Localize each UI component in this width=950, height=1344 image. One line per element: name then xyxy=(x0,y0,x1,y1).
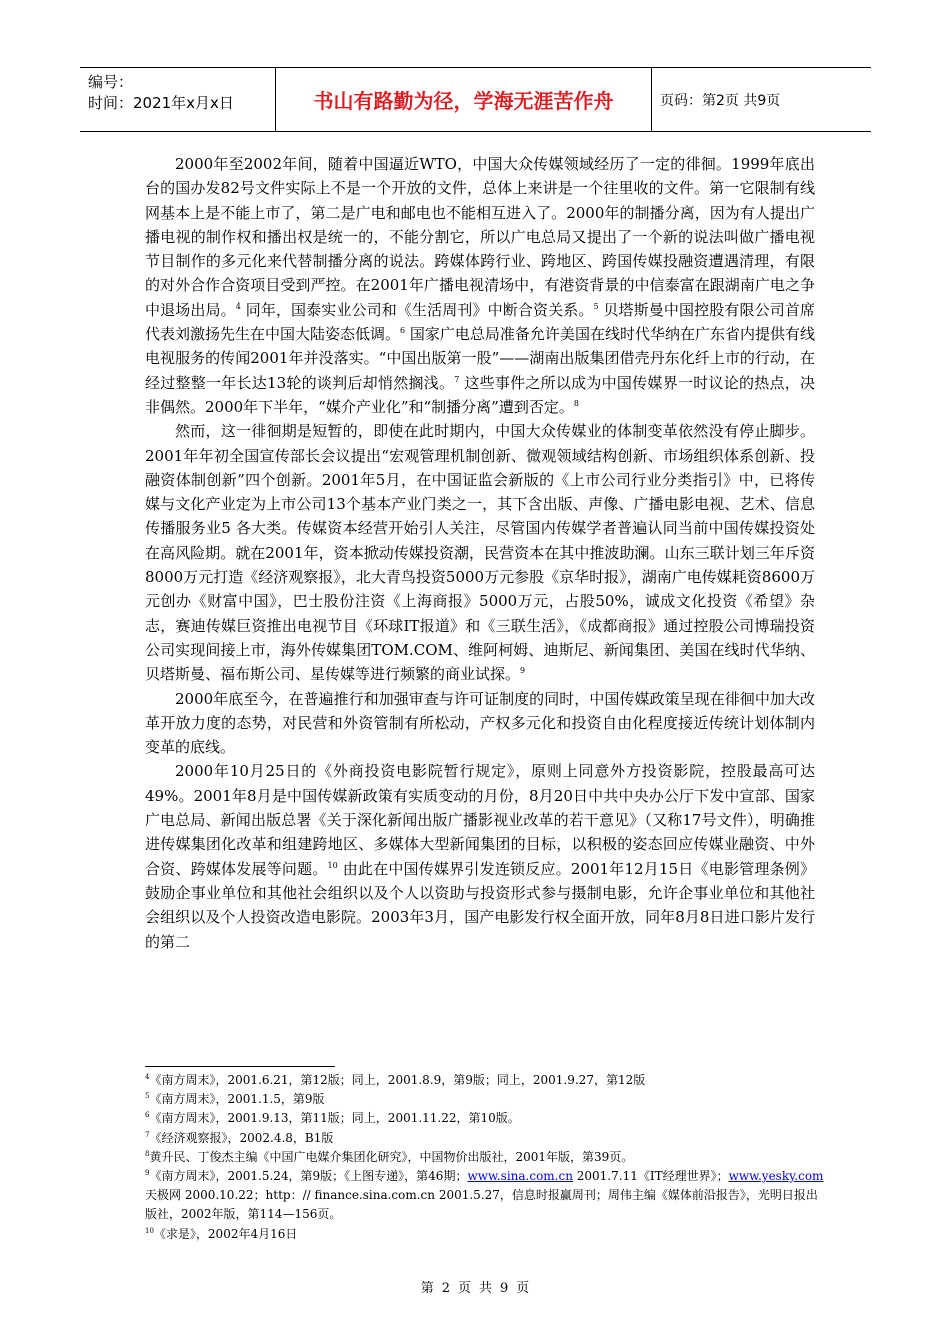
header-page-info: 页码：第2页 共9页 xyxy=(660,92,781,109)
page-header xyxy=(80,67,871,132)
footnote-separator xyxy=(145,1066,335,1067)
paragraph-4: 2000年10月25日的《外商投资电影院暂行规定》，原则上同意外方投资影院，控股最高可达49%。2001年8月是中国传媒新政策有实质变动的月份，8月20日中共中央办公厅下发中宣部、国家广电总局、新闻出版总署《关于深化新闻出版广播影视业改革的若干意见》（又称17号文件），明确推进传媒集团化改革和组建跨地区、多媒体大型新闻集团的目标，以积极的姿态回应传媒业融资、中外合资、跨媒体发展等问题。$^{10}$ 由此在中国传媒界引发连锁反应。2001年12月15日《电影管理条例》鼓励企事业单位和其他社会组织以及个人以资助与投资形式参与摄制电影，允许企事业单位和其他社会组织以及个人投资改造电影院。2003年3月，国产电影发行权全面开放，同年8月8日进口影片发行的第二 xyxy=(145,762,815,951)
number-label: 编号： xyxy=(88,73,134,91)
time-label: 时间：2021年x月x日 xyxy=(88,94,234,112)
footnote-ref[interactable]: 7 xyxy=(454,374,460,384)
page-footer: 第 2 页 共 9 页 xyxy=(420,1281,530,1296)
footnote-6: $^6$《南方周末》，2001.9.13，第11版；同上，2001.11.22，第10版。 xyxy=(145,1111,520,1126)
footnote-10: $^{10}$《求是》，2002年4月16日 xyxy=(145,1226,298,1241)
paragraph-3: 2000年底至今，在普遍推行和加强审查与许可证制度的同时，中国传媒政策呈现在徘徊中加大改革开放力度的态势，对民营和外资管制有所松动，产权多元化和投资自由化程度接近传统计划体制内变革的底线。 xyxy=(145,689,815,757)
footnote-7: $^7$《经济观察报》，2002.4.8，B1版 xyxy=(145,1130,334,1145)
footnote-ref[interactable]: 10 xyxy=(327,860,338,870)
header-motto: 书山有路勤为径，学海无涯苦作舟 xyxy=(275,68,652,131)
footnote-ref[interactable]: 9 xyxy=(520,666,526,676)
paragraph-1: 2000年至2002年间，随着中国逼近WTO，中国大众传媒领域经历了一定的徘徊。1999年底出台的国办发82号文件实际上不是一个开放的文件，总体上来讲是一个往里收的文件。第一它限制有线网基本上是不能上市了，第二是广电和邮电也不能相互进入了。2000年的制播分离，因为有人提出广播电视的制作权和播出权是统一的，不能分割它，所以广电总局又提出了一个新的说法叫做广播电视节目制作的多元化来代替制播分离的说法。跨媒体跨行业、跨地区、跨国传媒投融资遭遇清理，有限的对外合作合资项目受到严控。在2001年广播电视清场中，有港资背景的中信泰富在跟湖南广电之争中退场出局。$^4$ 同年，国泰实业公司和《生活周刊》中断合资关系。$^5$ 贝塔斯曼中国控股有限公司首席代表刘激扬先生在中国大陆姿态低调。$^6$ 国家广电总局准备允许美国在线时代华纳在广东省内提供有线电视服务的传闻2001年并没落实。“中国出版第一股”——湖南出版集团借壳丹东化纤上市的行动，在经过整整一年长达13轮的谈判后却悄然搁浅。$^7$ 这些事件之所以成为中国传媒界一时议论的热点，决非偶然。2000年下半年，“媒介产业化”和“制播分离”遭到否定。$^8$ xyxy=(145,155,815,416)
header-meta xyxy=(88,72,278,114)
yesky-link[interactable]: www.yesky.com xyxy=(728,1169,824,1184)
footnote-ref[interactable]: 4 xyxy=(235,301,241,311)
paragraph-2: 然而，这一徘徊期是短暂的，即使在此时期内，中国大众传媒业的体制变革依然没有停止脚步。2001年年初全国宣传部长会议提出“宏观管理机制创新、微观领域结构创新、市场组织体系创新、投融资体制创新”四个创新。2001年5月，在中国证监会新版的《上市公司行业分类指引》中，已将传媒与文化产业定为上市公司13个基本产业门类之一，其下含出版、声像、广播电影电视、艺术、信息传播服务业5 各大类。传媒资本经营开始引人关注，尽管国内传媒学者普遍认同当前中国传媒投资处在高风险期。就在2001年，资本掀动传媒投资潮，民营资本在其中推波助澜。山东三联计划三年斥资8000万元打造《经济观察报》，北大青鸟投资5000万元参股《京华时报》，湖南广电传媒耗资8600万元创办《财富中国》，巴士股份注资《上海商报》5000万元，占股50%，诚成文化投资《希望》杂志，赛迪传媒巨资推出电视节目《环球IT报道》和《三联生活》，《成都商报》通过控股公司博瑞投资公司实现间接上市，海外传媒集团TOM.COM、维阿柯姆、迪斯尼、新闻集团、美国在线时代华纳、贝塔斯曼、福布斯公司、星传媒等进行频繁的商业试探。$^9$ xyxy=(145,422,815,684)
footnote-ref[interactable]: 8 xyxy=(573,398,579,408)
footnote-4: $^4$《南方周末》，2001.6.21，第12版；同上，2001.8.9，第9版；同上，2001.9.27，第12版 xyxy=(145,1073,646,1087)
footnote-5: $^5$《南方周末》，2001.1.5，第9版 xyxy=(145,1092,325,1107)
sina-link[interactable]: www.sina.com.cn xyxy=(467,1169,573,1184)
footer-total-pages: 9 xyxy=(500,1281,509,1296)
body-text xyxy=(145,152,815,954)
footer-page-number: 2 xyxy=(441,1281,450,1296)
footnotes xyxy=(145,1071,825,1244)
footnote-ref[interactable]: 5 xyxy=(593,301,599,311)
footnote-8: $^8$黄升民、丁俊杰主编《中国广电媒介集团化研究》，中国物价出版社，2001年版，第39页。 xyxy=(145,1149,634,1164)
footnote-9: $^9$《南方周末》，2001.5.24，第9版；《上图专递》，第46期；www.sina.com.cn 2001.7.11《IT经理世界》；www.yesky.com 天极网 2000.10.22；http：// finance.sina.com.cn 2001.5.27，信息时报赢周刊；周伟主编《媒体前沿报告》，光明日报出版社，2002年版，第114—156页。 xyxy=(145,1169,824,1222)
footnote-ref[interactable]: 6 xyxy=(400,326,406,336)
